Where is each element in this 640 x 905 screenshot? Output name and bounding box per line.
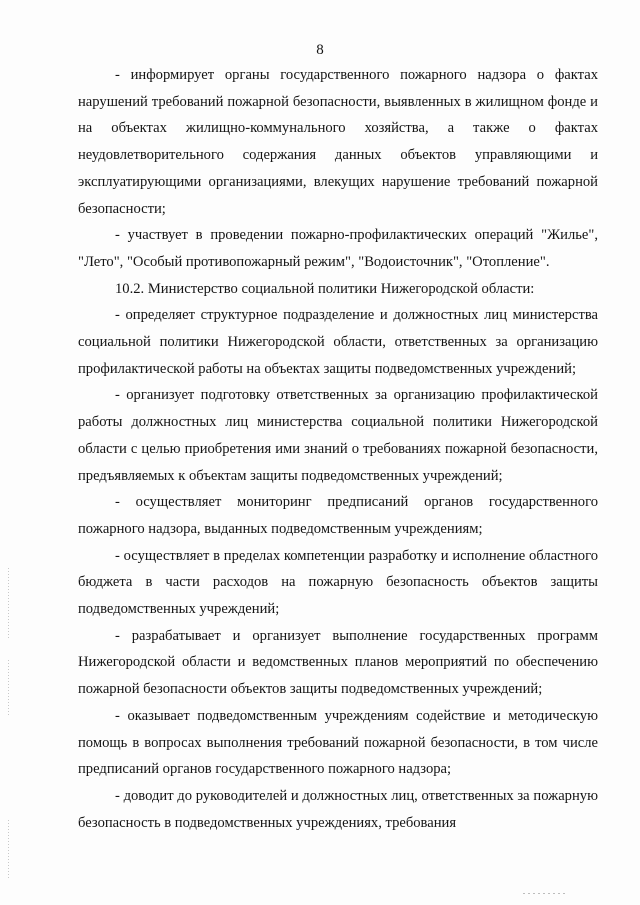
paragraph-informs-fire-supervision: - информирует органы государственного пожарного надзора о фактах нарушений требований пожарной безопасности, выявленных в жилищном фонде и на объектах жилищно-коммунального хозяйства, а также о фактах неудовлетворительного содержания данных объектов управляющими и эксплуатирующими организациями, влекущих нарушение требований пожарной безопасности; bbox=[78, 67, 598, 217]
paragraph-monitors-prescriptions: - осуществляет мониторинг предписаний органов государственного пожарного надзора, выданных подведомственным учреждениям; bbox=[78, 494, 598, 537]
page-number: 8 bbox=[316, 42, 324, 58]
paragraph-participates-operations: - участвует в проведении пожарно-профилактических операций "Жилье", "Лето", "Особый противопожарный режим", "Водоисточник", "Отопление". bbox=[78, 227, 598, 270]
scan-artifact-left-2 bbox=[8, 660, 9, 715]
paragraph-determines-division: - определяет структурное подразделение и должностных лиц министерства социальной политики Нижегородской области, ответственных за организацию профилактической работы на объектах защиты подведомственных учреждений; bbox=[78, 307, 598, 377]
section-heading-10-2: 10.2. Министерство социальной политики Нижегородской области: bbox=[115, 280, 535, 297]
paragraph-state-programs: - разрабатывает и организует выполнение государственных программ Нижегородской области и ведомственных планов мероприятий по обеспечению пожарной безопасности объектов защиты подведомственных учреждений; bbox=[78, 627, 598, 698]
scan-artifact-bottom bbox=[523, 893, 567, 894]
paragraph-methodical-help: - оказывает подведомственным учреждениям содействие и методическую помощь в вопросах выполнения требований пожарной безопасности, в том числе предписаний органов государственного пожарного надзора; bbox=[78, 707, 598, 778]
scan-artifact-left-3 bbox=[8, 820, 9, 880]
paragraph-organizes-training: - организует подготовку ответственных за организацию профилактической работы должностных лиц министерства социальной политики Нижегородской области с целью приобретения ими знаний о требованиях пожарной безопасности, предъявляемых к объектам защиты подведомственных учреждений; bbox=[78, 387, 598, 484]
paragraph-communicates-requirements: - доводит до руководителей и должностных лиц, ответственных за пожарную безопасность в подведомственных учреждениях, требования bbox=[78, 787, 598, 831]
scan-artifact-left-1 bbox=[8, 568, 9, 638]
document-body bbox=[78, 62, 598, 836]
paragraph-budget: - осуществляет в пределах компетенции разработку и исполнение областного бюджета в части расходов на пожарную безопасность объектов защиты подведомственных учреждений; bbox=[78, 547, 598, 618]
